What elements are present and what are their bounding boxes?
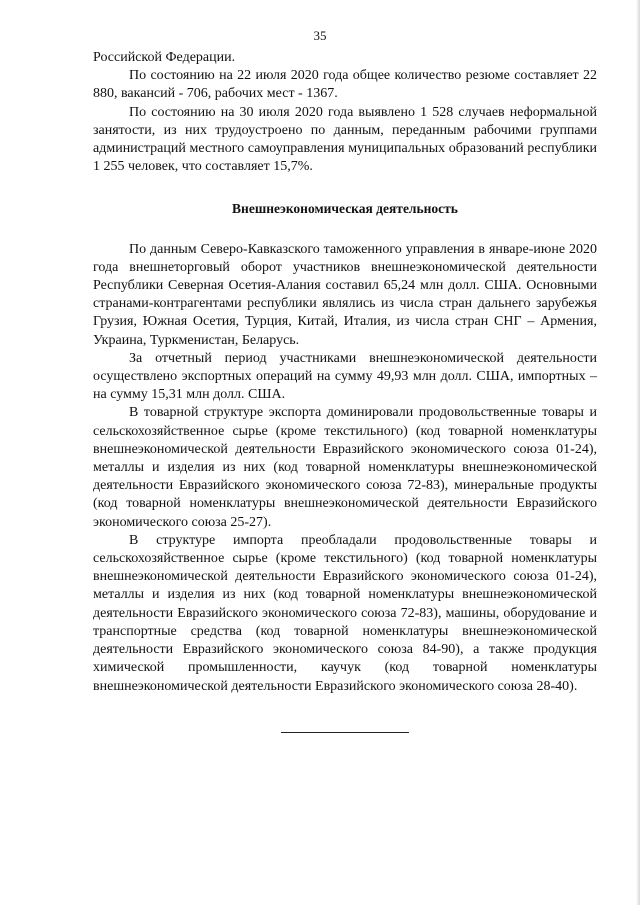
section-heading: Внешнеэкономическая деятельность [232,201,458,217]
paragraph-continuation: Российской Федерации. [93,50,236,65]
document-body [93,49,597,733]
paragraph-export-import-totals: За отчетный период участниками внешнеэкономической деятельности осуществлено экспортных операций на сумму 49,93 млн долл. США, импортных – на сумму 15,31 млн долл. США. [93,350,597,403]
paragraph-export-structure: В товарной структуре экспорта доминировали продовольственные товары и сельскохозяйственное сырье (кроме текстильного) (код товарной номенклатуры внешнеэкономической деятельности Евразийского экономического союза 01-24), металлы и изделия из них (код товарной номенклатуры внешнеэкономической деятельности Евразийского экономического союза 72-83), минеральные продукты (код товарной номенклатуры внешнеэкономической деятельности Евразийского экономического союза 25-27). [93,405,597,530]
end-of-section-rule [281,732,409,733]
page-edge-shadow [636,0,640,905]
paragraph-informal-employment: По состоянию на 30 июля 2020 года выявлено 1 528 случаев неформальной занятости, из них трудоустроено по данным, переданным рабочими группами администраций местного самоуправления муниципальных образований республики 1 255 человек, что составляет 15,7%. [93,104,597,175]
paragraph-import-structure: В структуре импорта преобладали продовольственные товары и сельскохозяйственное сырье (кроме текстильного) (код товарной номенклатуры внешнеэкономической деятельности Евразийского экономического союза 01-24), металлы и изделия из них (код товарной номенклатуры внешнеэкономической деятельности Евразийского экономического союза 72-83), машины, оборудование и транспортные средства (код товарной номенклатуры внешнеэкономической деятельности Евразийского экономического союза 84-90), а также продукция химической промышленности, каучук (код товарной номенклатуры внешнеэкономической деятельности Евразийского экономического союза 28-40). [93,532,597,694]
page-number: 35 [313,28,327,43]
paragraph-trade-turnover: По данным Северо-Кавказского таможенного управления в январе-июне 2020 года внешнеторговый оборот участников внешнеэкономической деятельности Республики Северная Осетия-Алания составил 65,24 млн долл. США. Основными странами-контрагентами республики являлись из числа стран дальнего зарубежья Грузия, Южная Осетия, Турция, Китай, Италия, из числа стран СНГ – Армения, Украина, Туркменистан, Беларусь. [93,241,597,348]
paragraph-resume-stats: По состоянию на 22 июля 2020 года общее количество резюме составляет 22 880, вакансий - 706, рабочих мест - 1367. [93,68,597,102]
